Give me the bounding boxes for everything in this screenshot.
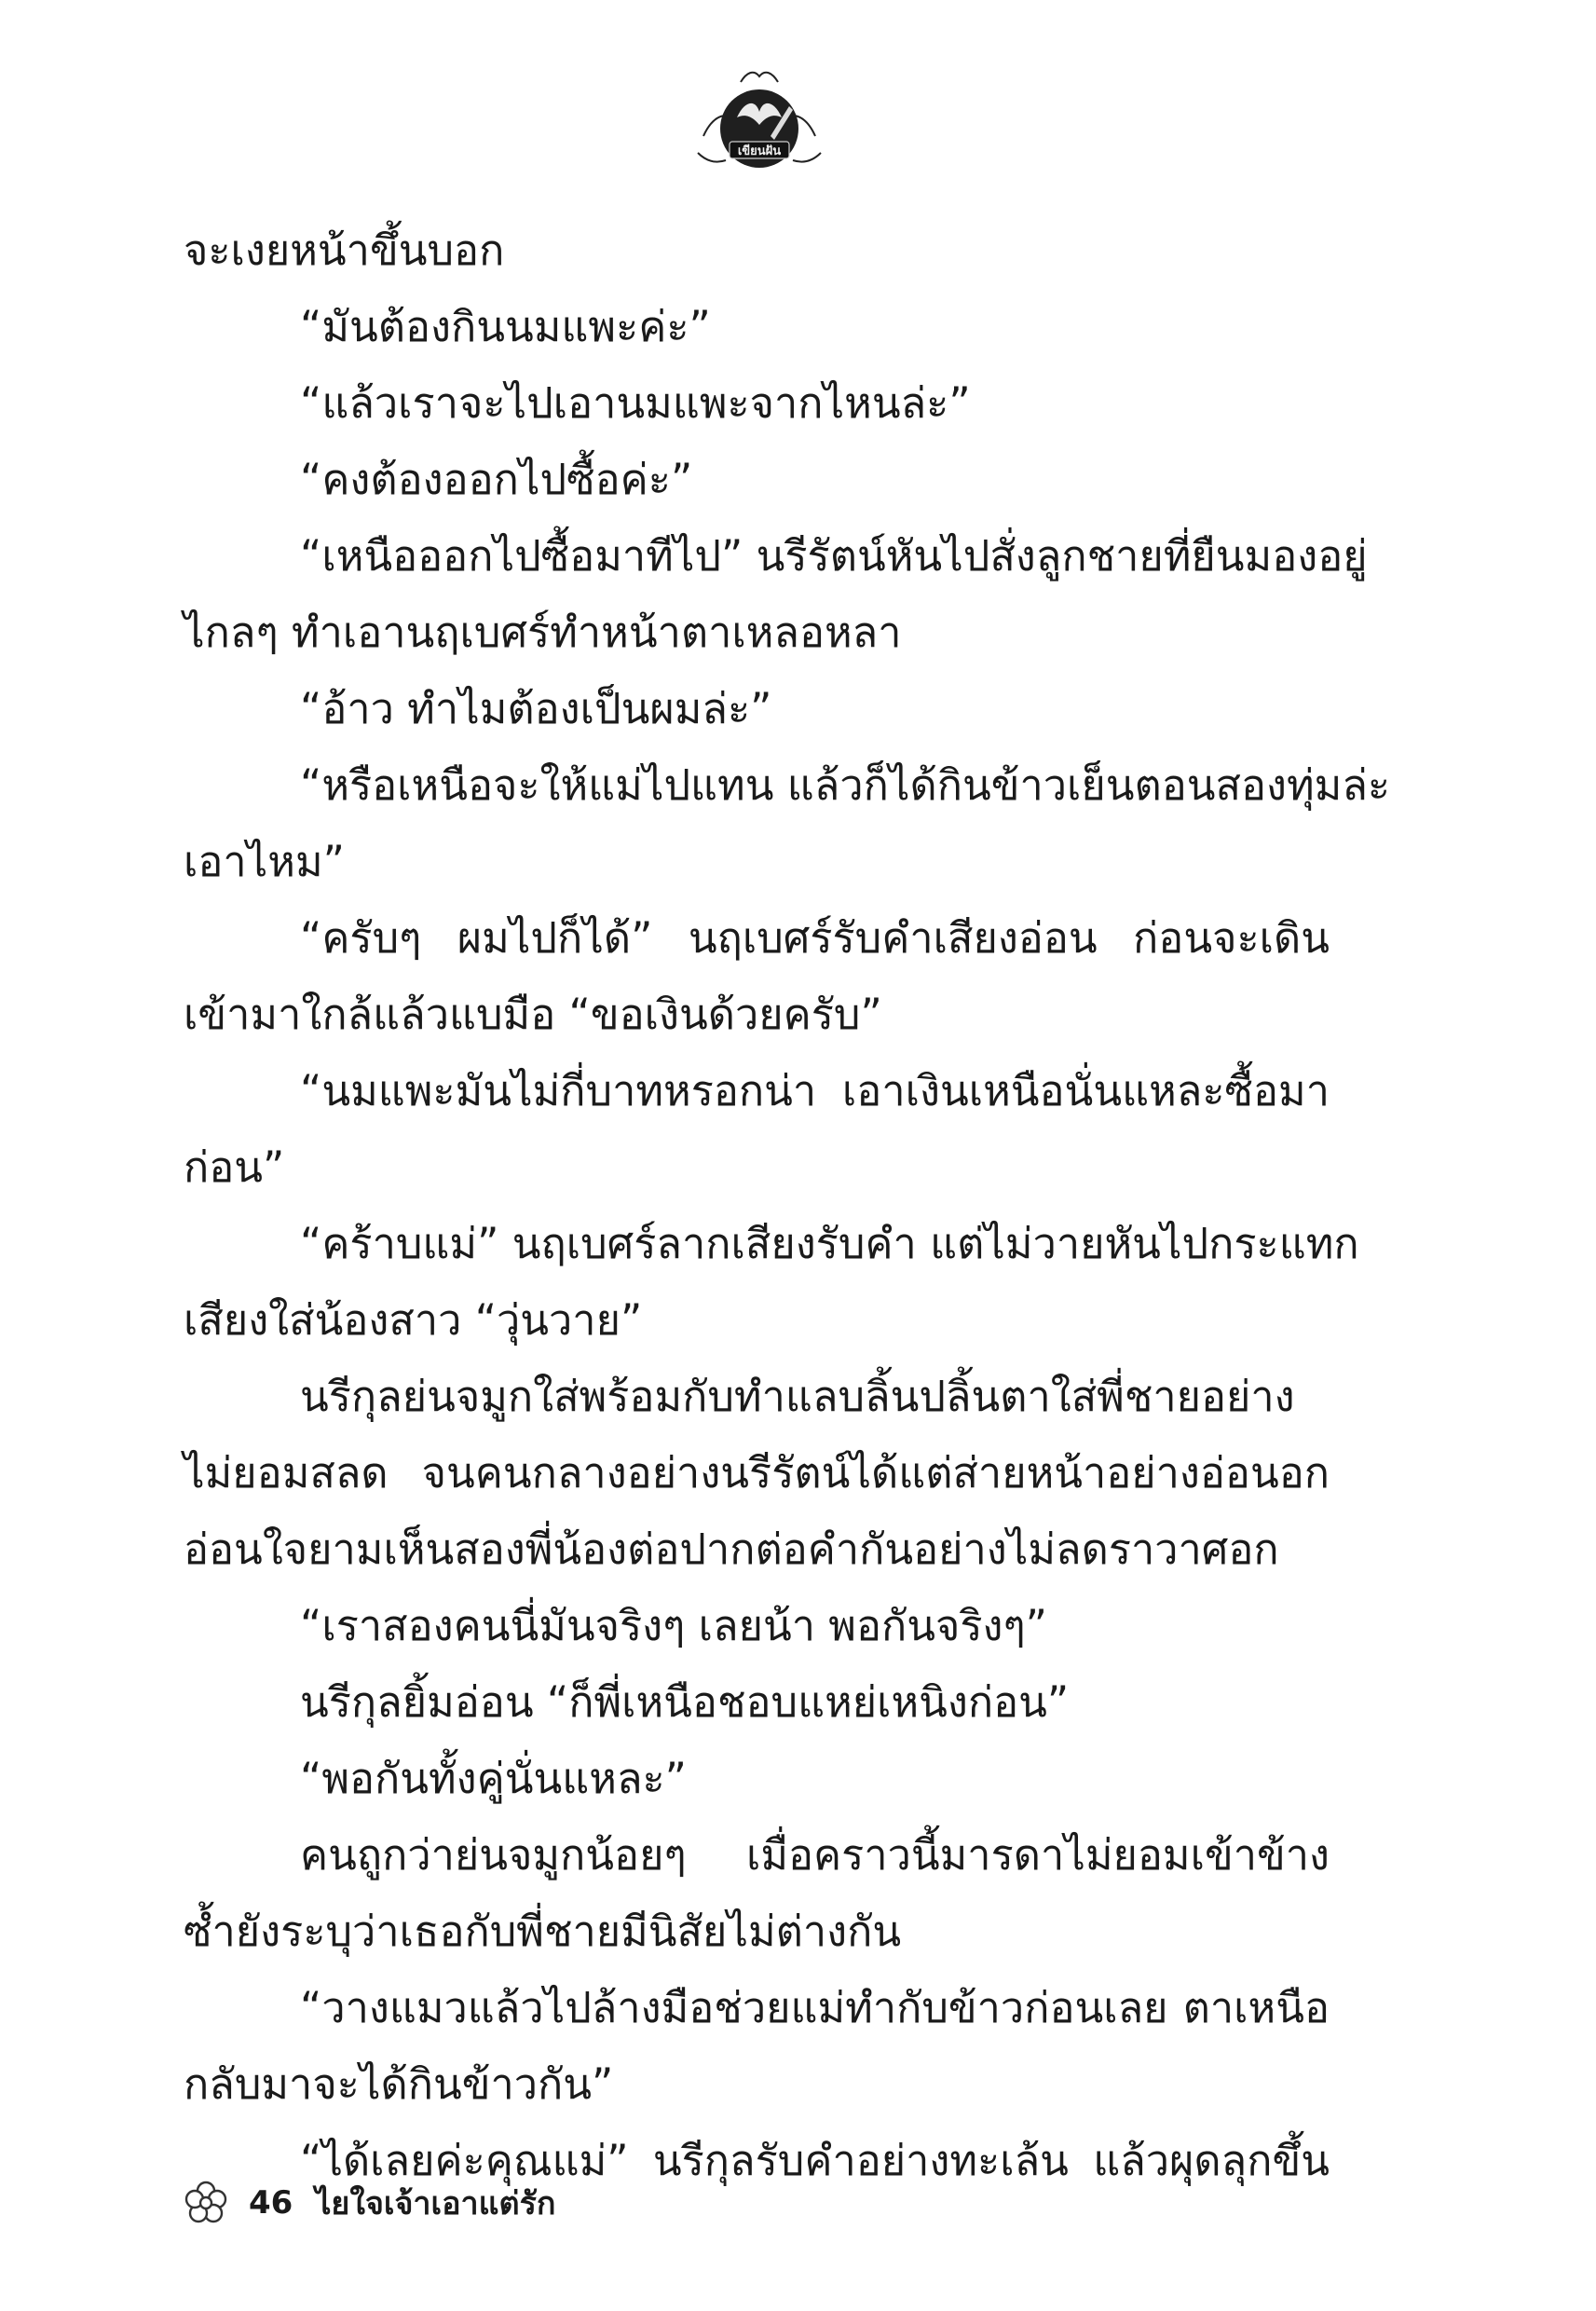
text-line: นรีกุลย่นจมูกใส่พร้อมกับทำแลบลิ้นปลิ้นตาใส่พี่ชายอย่าง	[300, 1372, 1295, 1421]
text-line: “เหนือออกไปซื้อมาทีไป” นรีรัตน์หันไปสั่งลูกชายที่ยืนมองอยู่	[300, 531, 1368, 581]
text-line: ไกลๆ ทำเอานฤเบศร์ทำหน้าตาเหลอหลา	[184, 608, 902, 657]
text-line: นรีกุลยิ้มอ่อน “ก็พี่เหนือชอบแหย่เหนิงก่อน”	[300, 1677, 1070, 1727]
text-line: กลับมาจะได้กินข้าวกัน”	[184, 2059, 614, 2109]
body-text	[184, 212, 1391, 2199]
text-line: “ครับๆ ผมไปก็ได้” นฤเบศร์รับคำเสียงอ่อน ก่อนจะเดิน	[300, 913, 1330, 963]
text-line: ไม่ยอมสลด จนคนกลางอย่างนรีรัตน์ได้แต่ส่ายหน้าอย่างอ่อนอก	[184, 1448, 1330, 1497]
page-number: 46	[249, 2184, 293, 2222]
flower-ornament-icon	[184, 2181, 228, 2225]
text-line: “เราสองคนนี่มันจริงๆ เลยน้า พอกันจริงๆ”	[300, 1601, 1047, 1650]
publisher-logo-text: เขียนฝัน	[737, 144, 782, 158]
book-title: ไยใจเจ้าเอาแต่รัก	[315, 2185, 556, 2222]
text-line: “อ้าว ทำไมต้องเป็นผมล่ะ”	[300, 684, 772, 733]
page-footer	[184, 2175, 555, 2231]
text-line: จะเงยหน้าขึ้นบอก	[184, 226, 505, 275]
text-line: เข้ามาใกล้แล้วแบมือ “ขอเงินด้วยครับ”	[184, 990, 882, 1039]
publisher-logo	[685, 63, 834, 185]
text-line: “ได้เลยค่ะคุณแม่” นรีกุลรับคำอย่างทะเล้น แล้วผุดลุกขึ้น	[300, 2136, 1330, 2185]
text-line: “วางแมวแล้วไปล้างมือช่วยแม่ทำกับข้าวก่อนเลย ตาเหนือ	[300, 1983, 1330, 2032]
text-line: “นมแพะมันไม่กี่บาทหรอกน่า เอาเงินเหนือนั่นแหละซื้อมา	[300, 1066, 1330, 1115]
text-line: “หรือเหนือจะให้แม่ไปแทน แล้วก็ได้กินข้าวเย็นตอนสองทุ่มล่ะ	[300, 760, 1391, 810]
text-line: เสียงใส่น้องสาว “วุ่นวาย”	[184, 1295, 643, 1345]
text-line: “แล้วเราจะไปเอานมแพะจากไหนล่ะ”	[300, 378, 971, 428]
text-line: อ่อนใจยามเห็นสองพี่น้องต่อปากต่อคำกันอย่างไม่ลดราวาศอก	[184, 1525, 1279, 1574]
text-line: “คร้าบแม่” นฤเบศร์ลากเสียงรับคำ แต่ไม่วายหันไปกระแทก	[300, 1219, 1359, 1268]
publisher-logo-emblem	[685, 63, 834, 185]
text-line: “มันต้องกินนมแพะค่ะ”	[300, 302, 711, 351]
text-line: ก่อน”	[184, 1142, 285, 1192]
text-line: ซ้ำยังระบุว่าเธอกับพี่ชายมีนิสัยไม่ต่างกัน	[184, 1907, 902, 1956]
text-line: เอาไหม”	[184, 837, 345, 886]
text-line: “คงต้องออกไปซื้อค่ะ”	[300, 455, 693, 504]
text-line: คนถูกว่าย่นจมูกน้อยๆ เมื่อคราวนี้มารดาไม่ยอมเข้าข้าง	[300, 1830, 1330, 1880]
text-line: “พอกันทั้งคู่นั่นแหละ”	[300, 1754, 687, 1803]
